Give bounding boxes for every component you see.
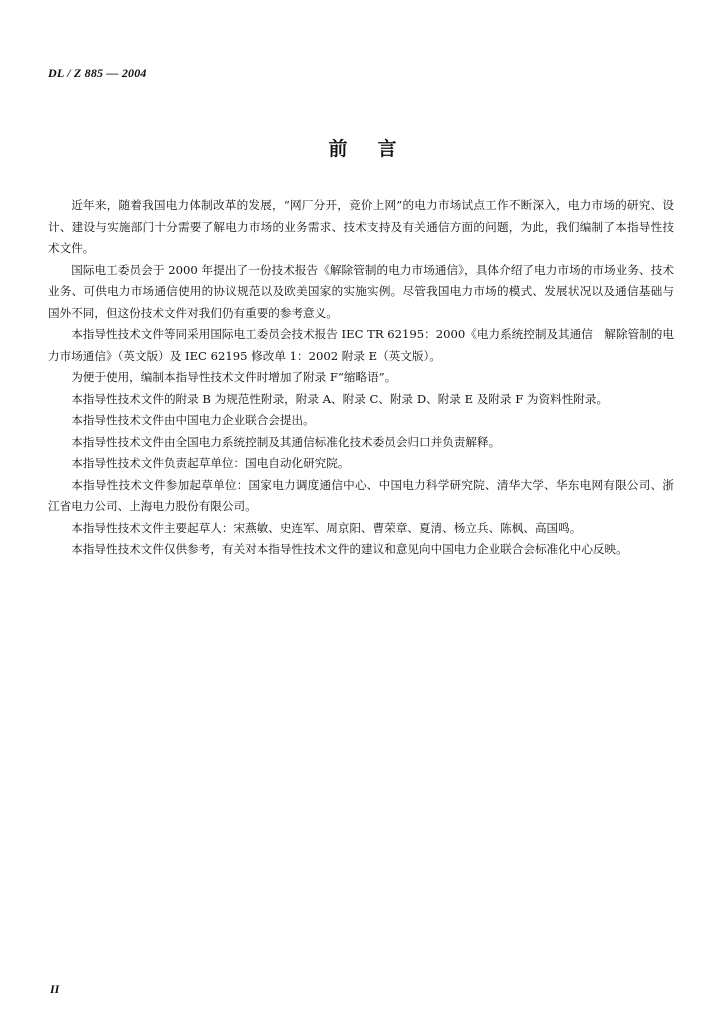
- paragraph: 国际电工委员会于 2000 年提出了一份技术报告《解除管制的电力市场通信》，具体介绍了电力市场的市场业务、技术业务、可供电力市场通信使用的协议规范以及欧美国家的实施实例。尽管我国电力市场的模式、发展状况以及通信基础与国外不同，但这份技术文件对我们仍有重要的参考意义。: [48, 262, 674, 320]
- paragraph: 本指导性技术文件仅供参考，有关对本指导性技术文件的建议和意见向中国电力企业联合会标准化中心反映。: [71, 542, 628, 556]
- paragraph: 本指导性技术文件由全国电力系统控制及其通信标准化技术委员会归口并负责解释。: [71, 434, 501, 449]
- page-number: II: [50, 982, 60, 996]
- foreword-body: [48, 195, 674, 561]
- document-code: DL / Z 885 — 2004: [48, 66, 147, 80]
- paragraph: 近年来，随着我国电力体制改革的发展，“网厂分开，竞价上网”的电力市场试点工作不断深入，电力市场的研究、设计、建设与实施部门十分需要了解电力市场的业务需求、技术支持及有关通信方面的问题，为此，我们编制了本指导性技术文件。: [48, 198, 674, 255]
- paragraph: 本指导性技术文件的附录 B 为规范性附录，附录 A、附录 C、附录 D、附录 E 及附录 F 为资料性附录。: [71, 391, 609, 406]
- paragraph: 本指导性技术文件负责起草单位：国电自动化研究院。: [71, 456, 350, 470]
- page-title: 前言: [328, 138, 427, 160]
- paragraph: 本指导性技术文件等同采用国际电工委员会技术报告 IEC TR 62195：2000《电力系统控制及其通信 解除管制的电力市场通信》（英文版）及 IEC 62195 修改单 1：2002 附录 E（英文版）。: [48, 327, 674, 363]
- paragraph: 本指导性技术文件由中国电力企业联合会提出。: [71, 413, 315, 427]
- paragraph: 本指导性技术文件参加起草单位：国家电力调度通信中心、中国电力科学研究院、清华大学、华东电网有限公司、浙江省电力公司、上海电力股份有限公司。: [48, 477, 674, 513]
- paragraph: 本指导性技术文件主要起草人：宋燕敏、史连军、周京阳、曹荣章、夏清、杨立兵、陈枫、高国鸣。: [71, 520, 582, 535]
- paragraph: 为便于使用，编制本指导性技术文件时增加了附录 F“缩略语”。: [71, 370, 397, 384]
